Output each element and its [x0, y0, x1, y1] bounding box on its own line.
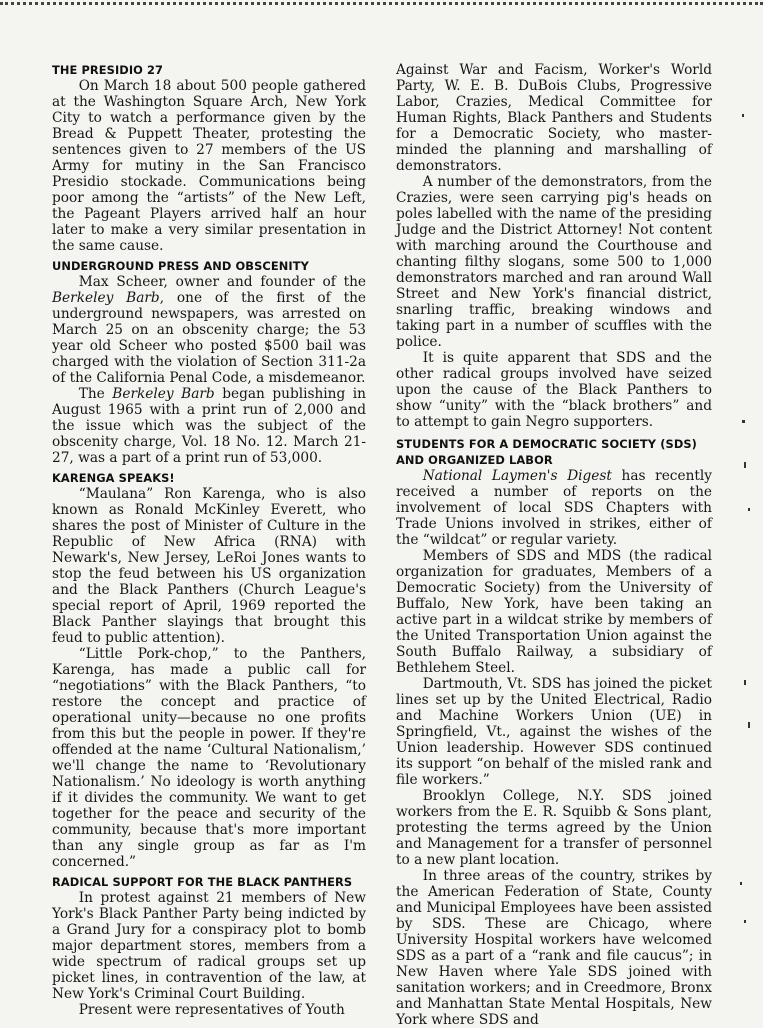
text-run: , one of the first of the underground newspapers, was arrested on March 25 on an obscenity charge; the 53 year old Scheer who posted $500 bail was charged with the violation of Section 311-2a of the California Penal Code, a misdemeanor.: [52, 290, 366, 386]
paragraph: “Little Pork-chop,” to the Panthers, Karenga, has made a public call for “negotiations” with the Black Panthers, “to restore the concept and practice of operational unity—because no one profits from this but the people in power. If they're offended at the name ‘Cultural Nationalism,’ we'll change the name to ‘Revolutionary Nationalism.’ No ideology is worth anything if it divides the community. We want to get together for the peace and security of the community, because that's more important than any single group as far as I'm concerned.”: [52, 646, 366, 870]
paragraph: In protest against 21 members of New York's Black Panther Party being indicted by a Grand Jury for a conspiracy plot to bomb major department stores, members from a wide spectrum of radical groups set up picket lines, in contravention of the law, at New York's Criminal Court Building.: [52, 890, 366, 1002]
paragraph: Against War and Facism, Worker's World Party, W. E. B. DuBois Clubs, Progressive Labor, Crazies, Medical Committee for Human Rights, Black Panthers and Students for a Democratic Society, who master-minded the planning and marshalling of demonstrators.: [396, 62, 712, 174]
paragraph: Brooklyn College, N.Y. SDS joined workers from the E. R. Squibb & Sons plant, protesting the terms agreed by the Union and Management for a transfer of personnel to a new plant location.: [396, 788, 712, 868]
paragraph: In three areas of the country, strikes by the American Federation of State, County and Municipal Employees have been assisted by SDS. These are Chicago, where University Hospital workers have welcomed SDS as a part of a “rank and file caucus”; in New Haven where Yale SDS joined with sanitation workers; and in Creedmore, Bronx and Manhattan State Mental Hospitals, New York where SDS and: [396, 868, 712, 1028]
left-column: [52, 62, 366, 1018]
paragraph: It is quite apparent that SDS and the other radical groups involved have seized upon the cause of the Black Panthers to show “unity” with the “black brothers” and to attempt to gain Negro supporters.: [396, 350, 712, 430]
paragraph: Dartmouth, Vt. SDS has joined the picket lines set up by the United Electrical, Radio and Machine Workers Union (UE) in Springfield, Vt., against the wishes of the Union leadership. However SDS continued its support “on behalf of the misled rank and file workers.”: [396, 676, 712, 788]
text-run: has recently received a number of reports on the involvement of local SDS Chapters with Trade Unions involved in strikes, either of the “wildcat” or regular variety.: [396, 468, 712, 548]
article-underground-press: [52, 258, 366, 466]
text-run: began publishing in August 1965 with a print run of 2,000 and the issue which was the subject of the obscenity charge, Vol. 18 No. 12. March 21-27, was a part of a print run of 53,000.: [52, 386, 366, 466]
publication-title: Berkeley Barb: [112, 386, 215, 402]
paragraph: [52, 386, 366, 466]
article-sds-organized-labor: [396, 436, 712, 1028]
article-radical-support: [52, 874, 366, 1018]
paragraph: [52, 274, 366, 386]
right-column: [396, 62, 712, 1028]
article-presidio-27: [52, 62, 366, 254]
paragraph: “Maulana” Ron Karenga, who is also known as Ronald McKinley Everett, who shares the post of Minister of Culture in the Republic of New Africa (RNA) with Newark's, New Jersey, LeRoi Jones wants to stop the feud between his US organization and the Black Panthers (Church League's special report of April, 1969 reported the Black Panther slayings that brought this feud to public attention).: [52, 486, 366, 646]
heading-underground-press: UNDERGROUND PRESS AND OBSCENITY: [52, 259, 309, 273]
heading-presidio-27: THE PRESIDIO 27: [52, 63, 164, 77]
paragraph: Members of SDS and MDS (the radical organization for graduates, Members of a Democratic Society) from the University of Buffalo, New York, have been taking an active part in a wildcat strike by members of the United Transportation Union against the South Buffalo Railway, a subsidiary of Bethlehem Steel.: [396, 548, 712, 676]
scan-speck: [744, 920, 746, 923]
scan-speck: [740, 882, 742, 885]
publication-title: National Laymen's Digest: [422, 468, 612, 484]
scan-speck: [744, 680, 746, 685]
scan-speck: [744, 462, 746, 468]
heading-line: AND ORGANIZED LABOR: [396, 453, 553, 467]
paragraph: On March 18 about 500 people gathered at the Washington Square Arch, New York City to watch a performance given by the Bread & Puppett Theater, protesting the sentences given to 27 members of the US Army for mutiny in the San Francisco Presidio stockade. Communications being poor among the “artists” of the New Left, the Pageant Players arrived half an hour later to make a very similar presentation in the same cause.: [52, 78, 366, 254]
scan-speck: [748, 722, 750, 728]
scan-speck: [742, 114, 744, 117]
article-continuation: [396, 62, 712, 430]
article-karenga-speaks: [52, 470, 366, 870]
heading-karenga-speaks: KARENGA SPEAKS!: [52, 471, 175, 485]
text-run: Max Scheer, owner and founder of the: [78, 274, 366, 290]
text-run: The: [78, 386, 113, 402]
publication-title: Berkeley Barb: [52, 290, 160, 306]
heading-line: STUDENTS FOR A DEMOCRATIC SOCIETY (SDS): [396, 437, 697, 451]
scan-speck: [748, 508, 750, 511]
scan-speck: [742, 420, 745, 423]
paragraph: [396, 468, 712, 548]
heading-radical-support: RADICAL SUPPORT FOR THE BLACK PANTHERS: [52, 875, 353, 889]
heading-sds-organized-labor: [396, 436, 712, 468]
paragraph: Present were representatives of Youth: [78, 1002, 345, 1018]
paragraph: A number of the demonstrators, from the Crazies, were seen carrying pig's heads on poles labelled with the name of the presiding Judge and the District Attorney! Not content with marching around the Courthouse and chanting filthy slogans, some 500 to 1,000 demonstrators marched and ran around Wall Street and New York's financial district, snarling traffic, breaking windows and taking part in a number of scuffles with the police.: [396, 174, 712, 350]
top-dotted-rule: [0, 2, 763, 5]
